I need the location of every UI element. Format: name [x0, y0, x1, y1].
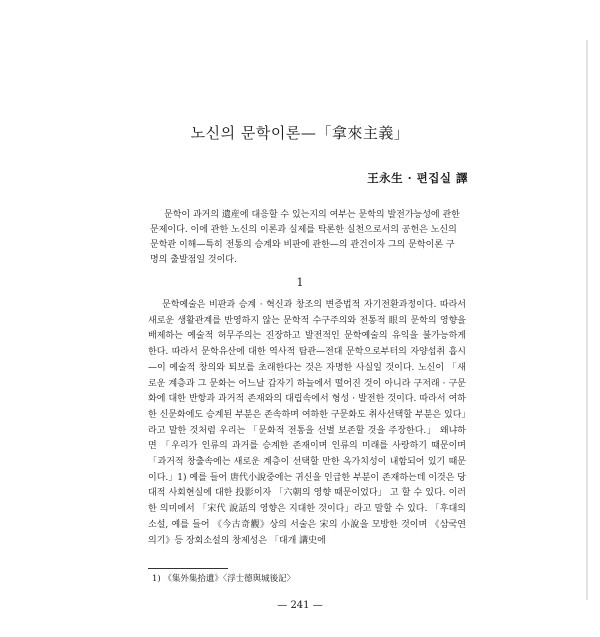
body-paragraph: 문학예술은 비판과 승계 · 혁신과 창조의 변증법적 자기전환과정이다. 따라서 새로운 생활관계를 반영하지 않는 문학적 수구주의와 전통적 眼의 문학의 영향을 배제하는 예술적 허무주의는 진장하고 발전적인 문학예술의 유익을 불가능하게 한다. 따라서 문학유산에 대한 역사적 탐관—전대 문학으로부터의 자양섭취 흡시—이 예술적 창의와 퇴보를 초래한다는 것은 자명한 사실일 것이다. 노신이 「새로운 계층과 그 문화는 어느날 갑자기 하늘에서 떨어진 것이 아니라 구저래 · 구문화에 대한 반항과 과거적 존재와의 대립속에서 형성 · 발전한 것이다. 따라서 여하한 신문화에도 승계된 부분은 존속하며 여하한 구문화도 취사선택할 부분은 있다」라고 말한 것처럼 우리는 「문화적 전통을 선별 보존할 것을 주장한다.」 왜냐하면 「우리가 인류의 과거를 승계한 존재이며 인류의 미래를 사랑하기 때문이며 「과거적 창출속에는 새로운 계층이 선택할 만한 옥가치성이 내함되어 있기 때문이다.」1) 예를 들어 唐代小說중에는 귀신을 인급한 부분이 존재하는데 이것은 당대적 사회현실에 대한 投影이자 「六朝의 영향 때문이었다」 고 할 수 있다. 이러한 의미에서 「宋代 說話의 영향은 지대한 것이다」라고 말할 수 있다. 「후대의 소설, 예를 들어 《今古奇觀》상의 서술은 宋의 小說을 모방한 것이며 《삼국연의기》등 장회소설의 창제성은 「대개 講史에: [148, 300, 466, 546]
abstract-text: 문학이 과거의 遺産에 대응할 수 있는지의 여부는 문학의 발전가능성에 관한 문제이다. 이에 관한 노신의 이론과 실제를 탁론한 실천으로서의 공헌은 노신의 문학관 이해—특히 전통의 승계와 비판에 관한—의 관건이자 그의 문학이론 구명의 출발점일 것이다.: [150, 210, 460, 265]
article-title: 노신의 문학이론—「拿來主義」: [190, 124, 410, 142]
page-edge-shadow: [586, 40, 588, 600]
page-number: — 241 —: [277, 600, 323, 611]
footnote-divider: [148, 568, 228, 569]
footnote: 1) 《集外集拾遺》〈浮士德與城後記〉: [152, 574, 296, 584]
abstract: [150, 208, 460, 268]
body-text: [148, 298, 466, 549]
section-number: 1: [296, 276, 304, 289]
author-byline: 王永生 · 편집실 譯: [367, 171, 468, 185]
